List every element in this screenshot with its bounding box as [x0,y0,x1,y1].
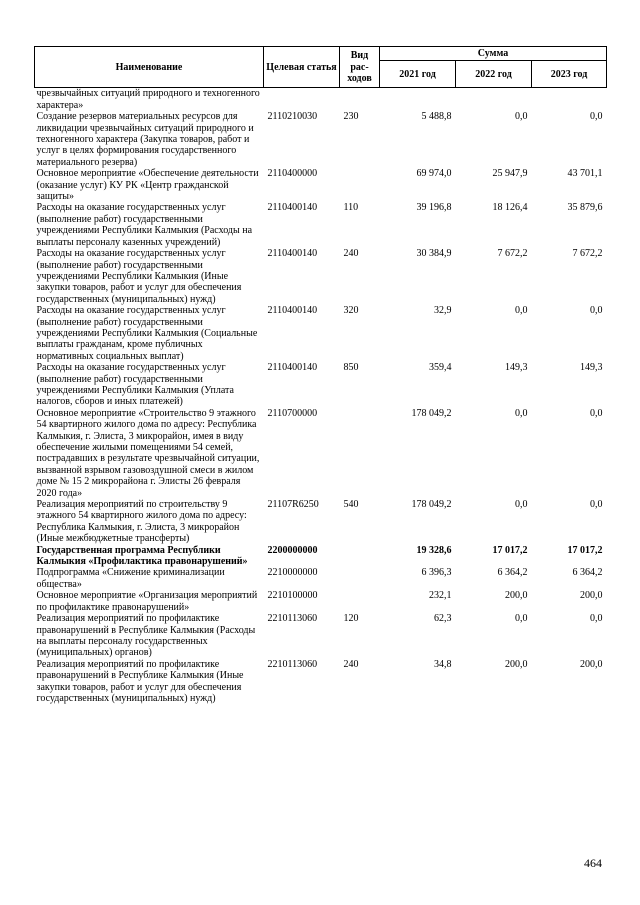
row-name: Расходы на оказание государственных услуг (выполнение работ) государственными учреждениями Республики Калмыкия (Иные закупки товаров, работ и услуг для обеспечения государственных (муниципальных) нужд) [36,248,242,305]
row-value-2021 [380,88,456,111]
row-value-2023: 0,0 [590,305,603,317]
row-vid [340,408,380,499]
row-value-2023 [532,88,607,111]
row-code: 2210000000 [267,567,318,579]
table-row [35,111,607,168]
row-value-2022: 6 364,2 [497,567,528,579]
header-name: Наименование [35,47,264,88]
row-value-2023: 7 672,2 [572,248,603,260]
row-vid [340,168,380,202]
table-row [35,305,607,362]
row-value-2022: 200,0 [505,590,528,602]
row-value-2023: 43 701,1 [567,168,603,180]
row-name: Создание резервов материальных ресурсов для ликвидации чрезвычайных ситуаций природного и техногенного характера (Закупка товаров, работ и услуг в целях формирования государственного материального резерва) [36,111,254,168]
row-value-2021: 34,8 [434,658,452,670]
row-value-2022: 0,0 [515,499,528,511]
row-value-2021: 69 974,0 [416,168,452,180]
table-body [35,88,607,704]
row-value-2022: 200,0 [505,658,528,670]
row-value-2022: 25 947,9 [492,168,528,180]
header-year-2023: 2023 год [532,61,607,88]
row-vid: 240 [343,658,359,670]
row-vid: 850 [343,362,359,374]
row-code: 2110400140 [267,305,318,317]
row-value-2022: 0,0 [515,407,528,419]
row-vid [340,545,380,568]
row-code: 2210100000 [267,590,318,602]
row-value-2021: 6 396,3 [421,567,452,579]
row-value-2022: 0,0 [515,305,528,317]
row-name: Расходы на оказание государственных услуг (выполнение работ) государственными учреждениями Республики Калмыкия (Социальные выплаты гражданам, кроме публичных нормативных социальных выплат) [36,305,258,362]
table-row [35,248,607,305]
row-value-2022: 18 126,4 [492,202,528,214]
table-header [35,47,607,88]
row-vid: 120 [343,613,359,625]
table-row [35,545,607,568]
row-value-2022: 0,0 [515,111,528,123]
table-row [35,408,607,499]
row-value-2023: 0,0 [590,499,603,511]
row-code: 2210113060 [267,613,318,625]
row-value-2023: 200,0 [580,590,603,602]
row-code: 2110700000 [267,407,318,419]
row-name: Реализация мероприятий по профилактике правонарушений в Республике Калмыкия (Расходы на выплаты персоналу государственных (муниципальных) органов) [36,613,256,659]
row-name: Расходы на оказание государственных услуг (выполнение работ) государственными учреждениями Республики Калмыкия (Уплата налогов, сборов и иных платежей) [36,362,234,408]
row-value-2021: 232,1 [429,590,452,602]
table-row [35,202,607,248]
table-row [35,362,607,408]
table-row [35,567,607,590]
budget-table-page [34,46,606,704]
row-code: 2110210030 [267,111,318,123]
table-row [35,88,607,111]
row-value-2021: 178 049,2 [411,499,452,511]
row-code: 2200000000 [267,544,318,556]
table-row [35,499,607,545]
row-value-2023: 200,0 [580,658,603,670]
row-value-2021: 359,4 [429,362,452,374]
row-value-2023: 0,0 [590,111,603,123]
row-code: 2110400000 [267,168,318,180]
row-name: Основное мероприятие «Организация мероприятий по профилактике правонарушений» [36,590,258,613]
row-vid: 230 [343,111,359,123]
row-name: Основное мероприятие «Обеспечение деятельности (оказание услуг) КУ РК «Центр гражданской защиты» [36,168,259,203]
row-vid: 540 [343,499,359,511]
row-name: Подпрограмма «Снижение криминализации общества» [36,567,225,590]
row-code: 21107R6250 [267,499,319,511]
row-value-2023: 17 017,2 [567,544,603,556]
row-value-2021: 19 328,6 [416,544,452,556]
row-value-2023: 149,3 [580,362,603,374]
row-value-2023: 0,0 [590,407,603,419]
row-value-2021: 32,9 [434,305,452,317]
row-value-2021: 178 049,2 [411,407,452,419]
header-code: Целевая статья [264,47,340,88]
row-code [264,88,340,111]
table-row [35,590,607,613]
row-value-2021: 62,3 [434,613,452,625]
row-vid [340,567,380,590]
row-vid [340,590,380,613]
table-row [35,168,607,202]
row-vid: 110 [343,202,359,214]
table-row [35,613,607,659]
page-number: 464 [584,856,602,870]
row-name: Основное мероприятие «Строительство 9 этажного 54 квартирного жилого дома по адресу: Республика Калмыкия, г. Элиста, 3 микрорайон, имея в виду обеспечение жилыми помещениями 54 семей, пострадавших в результате чрезвычайной ситуации, вызванной взрывом газовоздушной смеси в жилом доме № 15 2 микрорайона г. Элисты 26 февраля 2020 года» [36,407,260,499]
header-vid: Вид рас-ходов [340,47,380,88]
row-value-2023: 35 879,6 [567,202,603,214]
row-value-2021: 30 384,9 [416,248,452,260]
row-vid: 320 [343,305,359,317]
row-value-2021: 39 196,8 [416,202,452,214]
row-name: Реализация мероприятий по профилактике правонарушений в Республике Калмыкия (Иные закупки товаров, работ и услуг для обеспечения государственных (муниципальных) нужд) [36,658,244,704]
row-value-2022: 149,3 [505,362,528,374]
row-name: Государственная программа Республики Калмыкия «Профилактика правонарушений» [36,544,248,568]
row-code: 2110400140 [267,202,318,214]
row-value-2023: 6 364,2 [572,567,603,579]
row-value-2022: 17 017,2 [492,544,528,556]
row-value-2022 [456,88,532,111]
row-code: 2110400140 [267,248,318,260]
row-value-2023: 0,0 [590,613,603,625]
header-year-2021: 2021 год [380,61,456,88]
header-year-2022: 2022 год [456,61,532,88]
row-value-2022: 7 672,2 [497,248,528,260]
row-value-2021: 5 488,8 [421,111,452,123]
row-name: Реализация мероприятий по строительству 9 этажного 54 квартирного жилого дома по адресу: Республика Калмыкия, г. Элиста, 3 микрорайон (Иные межбюджетные трансферты) [36,499,247,545]
row-value-2022: 0,0 [515,613,528,625]
row-vid: 240 [343,248,359,260]
header-sum: Сумма [380,47,607,61]
row-vid [340,88,380,111]
row-name: чрезвычайных ситуаций природного и техногенного характера» [36,88,260,111]
budget-table [34,46,607,704]
row-code: 2110400140 [267,362,318,374]
row-name: Расходы на оказание государственных услуг (выполнение работ) государственными учреждениями Республики Калмыкия (Расходы на выплаты персоналу казенных учреждений) [36,202,253,248]
table-row [35,659,607,705]
row-code: 2210113060 [267,658,318,670]
